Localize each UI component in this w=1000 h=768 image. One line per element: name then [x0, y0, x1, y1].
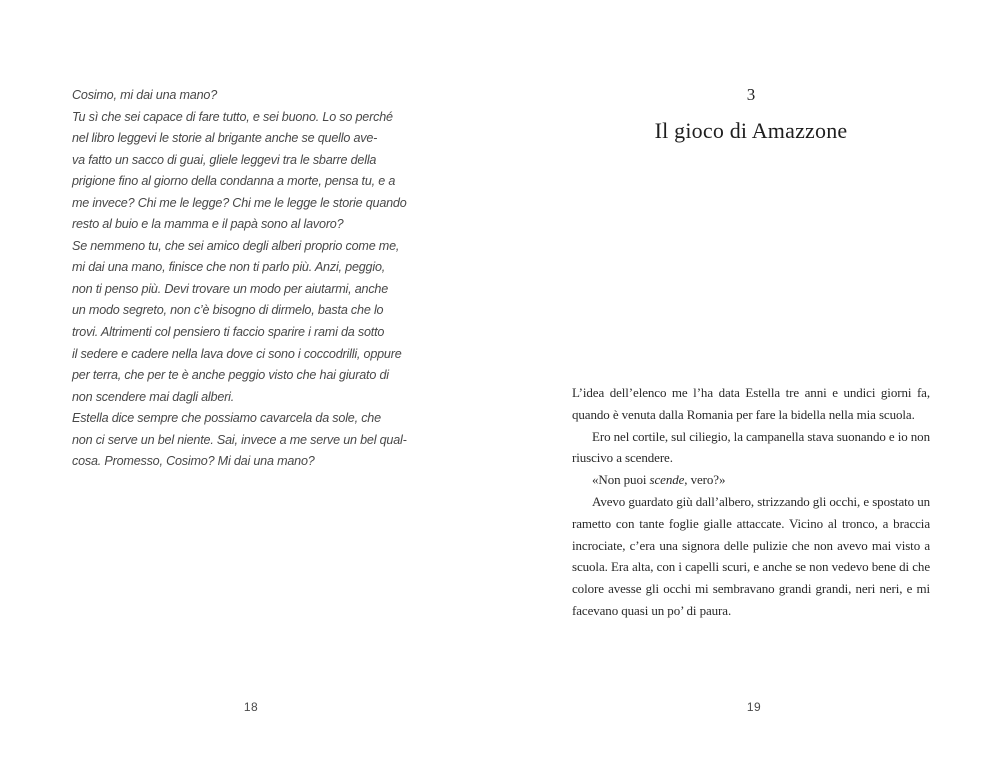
page-number-right: 19 [746, 700, 762, 714]
letter-line: il sedere e cadere nella lava dove ci sono i coccodrilli, oppure [72, 346, 402, 361]
letter-line: per terra, che per te è anche peggio visto che hai giurato di [72, 368, 389, 383]
letter-line: mi dai una mano, finisce che non ti parlo più. Anzi, peggio, [72, 260, 386, 275]
paragraph: Ero nel cortile, sul ciliegio, la campanella stava suonando e io non riuscivo a scendere. [572, 428, 930, 466]
paragraph [572, 469, 930, 491]
letter-line: Estella dice sempre che possiamo cavarcela da sole, che [72, 411, 381, 426]
letter-line: Cosimo, mi dai una mano? [72, 88, 217, 102]
right-page-body-text [572, 382, 930, 622]
dialogue-italic-word: scende [649, 472, 685, 488]
letter-line: non scendere mai dagli alberi. [72, 389, 235, 404]
letter-line: nel libro leggevi le storie al brigante anche se quello ave- [72, 131, 378, 146]
dialogue-suffix: , vero?» [684, 472, 726, 488]
letter-line: va fatto un sacco di guai, gliele leggevi tra le sbarre della [72, 152, 377, 167]
letter-line: prigione fino al giorno della condanna a morte, pensa tu, e a [72, 174, 396, 189]
letter-line: me invece? Chi me le legge? Chi me le legge le storie quando [72, 195, 407, 210]
left-page-letter-text [72, 85, 452, 473]
letter-line: Se nemmeno tu, che sei amico degli alberi proprio come me, [72, 238, 400, 253]
letter-line: resto al buio e la mamma e il papà sono al lavoro? [72, 217, 344, 232]
page-number-left: 18 [243, 700, 259, 714]
chapter-title: Il gioco di Amazzone [654, 118, 848, 143]
paragraph: Avevo guardato giù dall’albero, strizzando gli occhi, e spostato un rametto con tante foglie gialle attaccate. Vicino al tronco, a braccia incrociate, c’era una signora delle pulizie che non avevo mai visto a scuola. Era alta, con i capelli scuri, e anche se non vedevo bene di che colore avesse gli occhi mi sembravano grandi grandi, neri neri, e mi facevano quasi un po’ di paura. [572, 493, 930, 618]
dialogue-prefix: «Non puoi [592, 472, 650, 488]
paragraph: L’idea dell’elenco me l’ha data Estella tre anni e undici giorni fa, quando è venuta dalla Romania per fare la bidella nella mia scuola. [572, 385, 930, 422]
chapter-number: 3 [746, 85, 756, 104]
letter-line: non ci serve un bel niente. Sai, invece a me serve un bel qual- [72, 432, 407, 447]
letter-line: cosa. Promesso, Cosimo? Mi dai una mano? [72, 454, 315, 469]
letter-line: non ti penso più. Devi trovare un modo per aiutarmi, anche [72, 281, 389, 296]
letter-line: un modo segreto, non c’è bisogno di dirmelo, basta che lo [72, 303, 384, 318]
letter-line: Tu sì che sei capace di fare tutto, e sei buono. Lo so perché [72, 109, 393, 124]
letter-line: trovi. Altrimenti col pensiero ti faccio sparire i rami da sotto [72, 325, 385, 340]
